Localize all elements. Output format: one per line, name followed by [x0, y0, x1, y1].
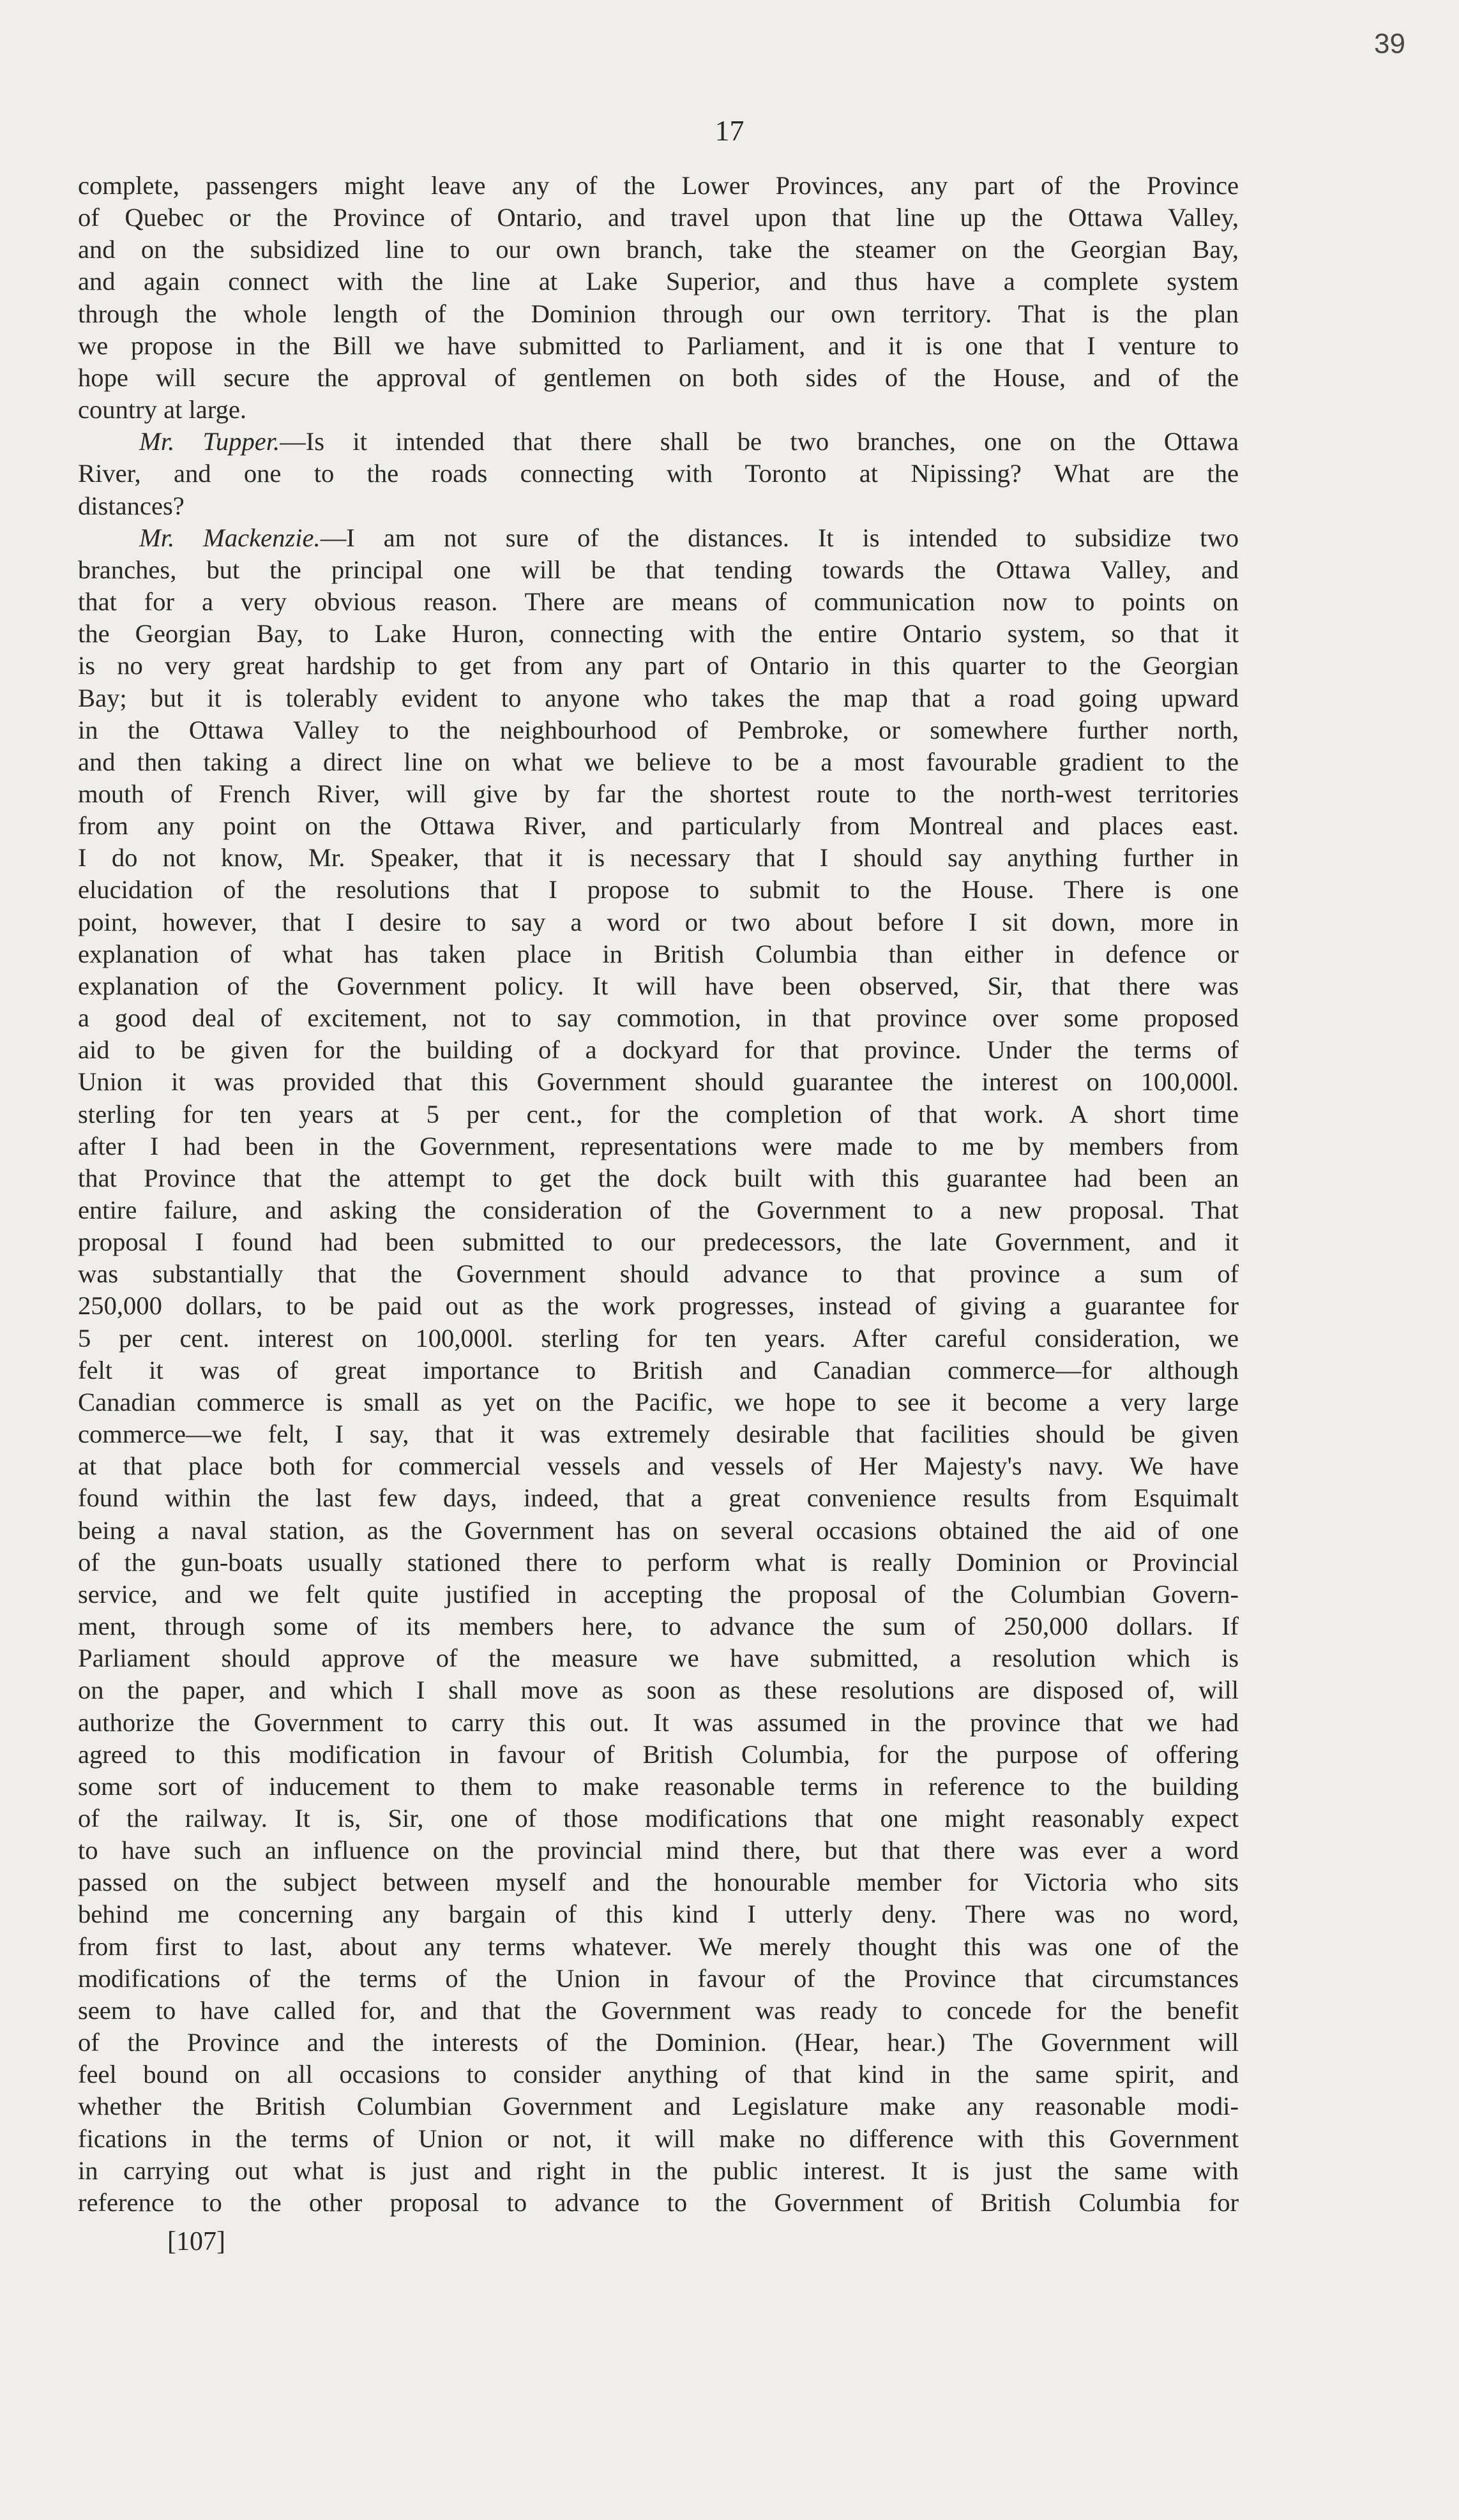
speaker-name: Mr. Tupper.: [139, 427, 280, 456]
line-text: ment, through some of its members here, to advance the sum of 250,000 dollars. If: [78, 1612, 1239, 1641]
text-line: [78, 1354, 1239, 1386]
text-line: [78, 234, 1239, 266]
text-line: [78, 426, 1239, 458]
text-line: [78, 2123, 1239, 2155]
line-text: of the Province and the interests of the Dominion. (Hear, hear.) The Government will: [78, 2028, 1239, 2057]
text-line: [78, 554, 1239, 586]
text-line: [78, 1323, 1239, 1354]
text-line: [78, 1803, 1239, 1834]
line-text: agreed to this modification in favour of British Columbia, for the purpose of offering: [78, 1739, 1239, 1769]
line-text: Union it was provided that this Government should guarantee the interest on 100,000l.: [78, 1067, 1239, 1097]
text-line: [78, 1707, 1239, 1739]
text-line: [78, 1515, 1239, 1547]
line-text: feel bound on all occasions to consider anything of that kind in the same spirit, and: [78, 2060, 1239, 2089]
line-text: on the paper, and which I shall move as soon as these resolutions are disposed of, will: [78, 1676, 1239, 1705]
text-line: [78, 2090, 1239, 2122]
text-line: [78, 1579, 1239, 1610]
line-text: is no very great hardship to get from any part of Ontario in this quarter to the Georgian: [78, 651, 1239, 680]
text-line: [78, 1963, 1239, 1995]
text-line: [78, 906, 1239, 938]
text-line: [78, 1418, 1239, 1450]
line-text: River, and one to the roads connecting with Toronto at Nipissing? What are the: [78, 459, 1239, 488]
line-text: and then taking a direct line on what we believe to be a most favourable gradient to the: [78, 747, 1239, 776]
text-line: [78, 746, 1239, 778]
text-line: [78, 810, 1239, 842]
text-line: [78, 2059, 1239, 2090]
speech-text: [78, 170, 1239, 2219]
text-line: [78, 2027, 1239, 2059]
text-line: [78, 170, 1239, 202]
text-line: [78, 1450, 1239, 1482]
text-line: [78, 1162, 1239, 1194]
line-text: I do not know, Mr. Speaker, that it is necessary that I should say anything further in: [78, 843, 1239, 873]
line-text: entire failure, and asking the consideration of the Government to a new proposal. That: [78, 1196, 1239, 1224]
text-line: [78, 2187, 1239, 2219]
line-text: seem to have called for, and that the Government was ready to concede for the benefit: [78, 1995, 1239, 2025]
line-text: through the whole length of the Dominion through our own territory. That is the plan: [78, 299, 1239, 328]
text-line: [78, 1258, 1239, 1290]
text-line: [78, 1130, 1239, 1162]
text-line: [78, 1771, 1239, 1803]
text-line: [78, 970, 1239, 1002]
line-text: aid to be given for the building of a dockyard for that province. Under the terms of: [78, 1035, 1239, 1065]
text-line: [78, 682, 1239, 714]
text-line: [78, 202, 1239, 234]
line-text: that for a very obvious reason. There are means of communication now to points on: [78, 587, 1239, 617]
text-line: [78, 1739, 1239, 1771]
line-text: Bay; but it is tolerably evident to anyone who takes the map that a road going upward: [78, 683, 1239, 712]
line-text: reference to the other proposal to advance to the Government of British Columbia for: [78, 2187, 1239, 2217]
text-line: [78, 938, 1239, 970]
text-line: [78, 1674, 1239, 1706]
text-line: [78, 1002, 1239, 1034]
signature-mark: [107]: [167, 2226, 225, 2256]
speaker-name: Mr. Mackenzie.: [139, 523, 321, 552]
line-text: elucidation of the resolutions that I propose to submit to the House. There is one: [78, 875, 1239, 904]
line-text: behind me concerning any bargain of this kind I utterly deny. There was no word,: [78, 1900, 1239, 1929]
text-line: [78, 1642, 1239, 1674]
line-text: in carrying out what is just and right in the public interest. It is just the same with: [78, 2156, 1239, 2185]
line-text: was substantially that the Government should advance to that province a sum of: [78, 1259, 1239, 1289]
line-text: and again connect with the line at Lake Superior, and thus have a complete system: [78, 267, 1239, 296]
line-text: explanation of what has taken place in British Columbia than either in defence or: [78, 939, 1239, 968]
line-text: felt it was of great importance to British and Canadian commerce—for although: [78, 1355, 1239, 1384]
line-text: fications in the terms of Union or not, it will make no difference with this Government: [78, 2124, 1239, 2153]
text-line: [78, 778, 1239, 810]
text-line: [78, 1034, 1239, 1066]
line-text: modifications of the terms of the Union in favour of the Province that circumstances: [78, 1963, 1239, 1993]
line-text: in the Ottawa Valley to the neighbourhood of Pembroke, or somewhere further north,: [78, 715, 1239, 744]
text-line: [78, 1099, 1239, 1130]
line-text: 5 per cent. interest on 100,000l. sterling for ten years. After careful consideration, we: [78, 1323, 1239, 1353]
text-line: [78, 1066, 1239, 1098]
text-line: [78, 1834, 1239, 1866]
line-text: explanation of the Government policy. It will have been observed, Sir, that there was: [78, 971, 1239, 1000]
line-text: commerce—we felt, I say, that it was extremely desirable that facilities should be given: [78, 1420, 1239, 1449]
line-text: branches, but the principal one will be that tending towards the Ottawa Valley, and: [78, 555, 1239, 584]
line-text: passed on the subject between myself and the honourable member for Victoria who sits: [78, 1868, 1239, 1897]
text-line: [78, 714, 1239, 746]
text-line: [78, 394, 1239, 426]
line-text: of the railway. It is, Sir, one of those modifications that one might reasonably expect: [78, 1803, 1239, 1833]
text-line: [78, 1547, 1239, 1579]
line-text: —I am not sure of the distances. It is intended to subsidize two: [320, 523, 1239, 552]
line-text: 250,000 dollars, to be paid out as the work progresses, instead of giving a guarantee for: [78, 1291, 1239, 1321]
line-text: Canadian commerce is small as yet on the Pacific, we hope to see it become a very large: [78, 1387, 1239, 1416]
line-text: sterling for ten years at 5 per cent., for the completion of that work. A short time: [78, 1099, 1239, 1129]
line-text: point, however, that I desire to say a word or two about before I sit down, more in: [78, 907, 1239, 936]
text-line: [78, 330, 1239, 362]
archive-page-number: 39: [1374, 28, 1405, 59]
text-line: [78, 874, 1239, 906]
text-line: [78, 458, 1239, 490]
line-text: service, and we felt quite justified in accepting the proposal of the Columbian Govern-: [78, 1579, 1239, 1609]
text-line: [78, 1866, 1239, 1898]
line-text: proposal I found had been submitted to our predecessors, the late Government, and it: [78, 1227, 1239, 1257]
line-text: the Georgian Bay, to Lake Huron, connecting with the entire Ontario system, so that it: [78, 619, 1239, 649]
text-line: [78, 490, 1239, 522]
text-line: [78, 266, 1239, 297]
line-text: —Is it intended that there shall be two branches, one on the Ottawa: [280, 427, 1239, 456]
line-text: after I had been in the Government, representations were made to me by members from: [78, 1131, 1239, 1160]
line-text: mouth of French River, will give by far the shortest route to the north-west territories: [78, 779, 1239, 808]
text-line: [78, 2155, 1239, 2187]
line-text: and on the subsidized line to our own branch, take the steamer on the Georgian Bay,: [78, 235, 1239, 264]
text-line: [78, 1194, 1239, 1226]
line-text: authorize the Government to carry this out. It was assumed in the province that we had: [78, 1707, 1239, 1737]
text-line: [78, 1226, 1239, 1258]
line-text: a good deal of excitement, not to say commotion, in that province over some proposed: [78, 1003, 1239, 1033]
line-text: at that place both for commercial vessels and vessels of Her Majesty's navy. We have: [78, 1451, 1239, 1481]
line-text: from first to last, about any terms whatever. We merely thought this was one of the: [78, 1931, 1239, 1961]
line-text: country at large.: [78, 395, 247, 424]
line-text: to have such an influence on the provincial mind there, but that there was ever a word: [78, 1836, 1239, 1865]
text-line: [78, 1898, 1239, 1930]
line-text: found within the last few days, indeed, that a great convenience results from Esquimalt: [78, 1483, 1239, 1513]
page-number: 17: [714, 114, 745, 147]
text-line: [78, 298, 1239, 330]
line-text: that Province that the attempt to get the dock built with this guarantee had been an: [78, 1163, 1239, 1192]
text-line: [78, 522, 1239, 554]
line-text: whether the British Columbian Government and Legislature make any reasonable modi-: [78, 2092, 1239, 2121]
text-line: [78, 650, 1239, 682]
line-text: some sort of inducement to them to make reasonable terms in reference to the building: [78, 1771, 1239, 1801]
text-line: [78, 1931, 1239, 1963]
text-line: [78, 618, 1239, 650]
text-line: [78, 1610, 1239, 1642]
line-text: being a naval station, as the Government has on several occasions obtained the aid of one: [78, 1515, 1239, 1545]
text-line: [78, 1386, 1239, 1418]
line-text: distances?: [78, 491, 185, 520]
line-text: we propose in the Bill we have submitted to Parliament, and it is one that I venture to: [78, 331, 1239, 360]
line-text: of the gun-boats usually stationed there to perform what is really Dominion or Provincial: [78, 1547, 1239, 1577]
text-line: [78, 362, 1239, 394]
text-line: [78, 1290, 1239, 1322]
text-line: [78, 842, 1239, 874]
text-line: [78, 1995, 1239, 2027]
line-text: hope will secure the approval of gentlemen on both sides of the House, and of the: [78, 363, 1239, 392]
text-line: [78, 1482, 1239, 1514]
line-text: Parliament should approve of the measure we have submitted, a resolution which is: [78, 1644, 1239, 1673]
line-text: from any point on the Ottawa River, and particularly from Montreal and places east.: [78, 811, 1239, 841]
line-text: complete, passengers might leave any of the Lower Provinces, any part of the Province: [78, 171, 1239, 200]
text-line: [78, 586, 1239, 618]
line-text: of Quebec or the Province of Ontario, and travel upon that line up the Ottawa Valley,: [78, 203, 1239, 232]
